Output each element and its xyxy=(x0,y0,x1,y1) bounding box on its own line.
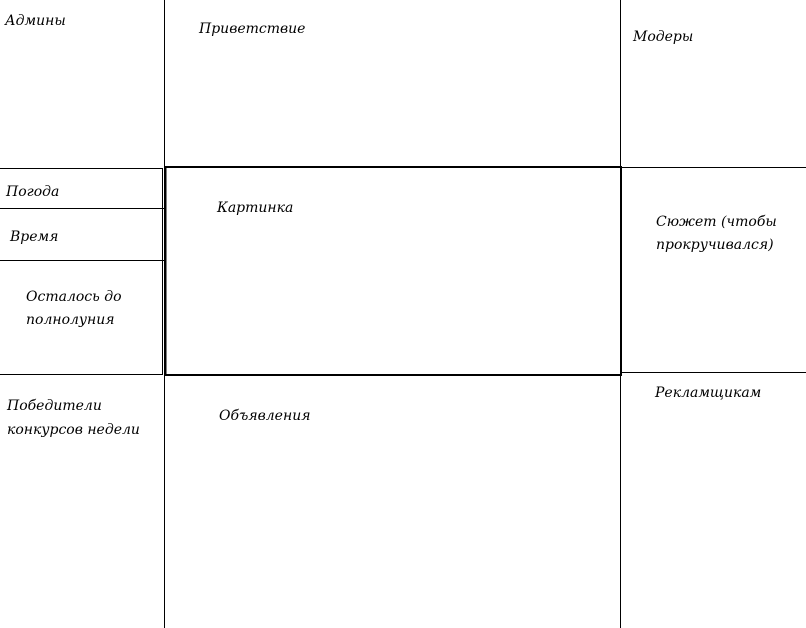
moders-label: Модеры xyxy=(633,29,694,45)
picture-label: Картинка xyxy=(217,200,294,216)
plot-label: Сюжет (чтобы прокручивался) xyxy=(656,214,777,253)
contest-winners-label: Победители конкурсов недели xyxy=(7,398,140,438)
greeting-label: Приветствие xyxy=(199,21,306,37)
full-moon-countdown-label: Осталось до полнолуния xyxy=(26,289,122,328)
announcements-label: Объявления xyxy=(219,408,311,424)
weather-label: Погода xyxy=(6,184,60,200)
admins-label: Админы xyxy=(5,13,66,29)
time-label: Время xyxy=(10,229,59,245)
advertisers-label: Рекламщикам xyxy=(655,385,762,401)
